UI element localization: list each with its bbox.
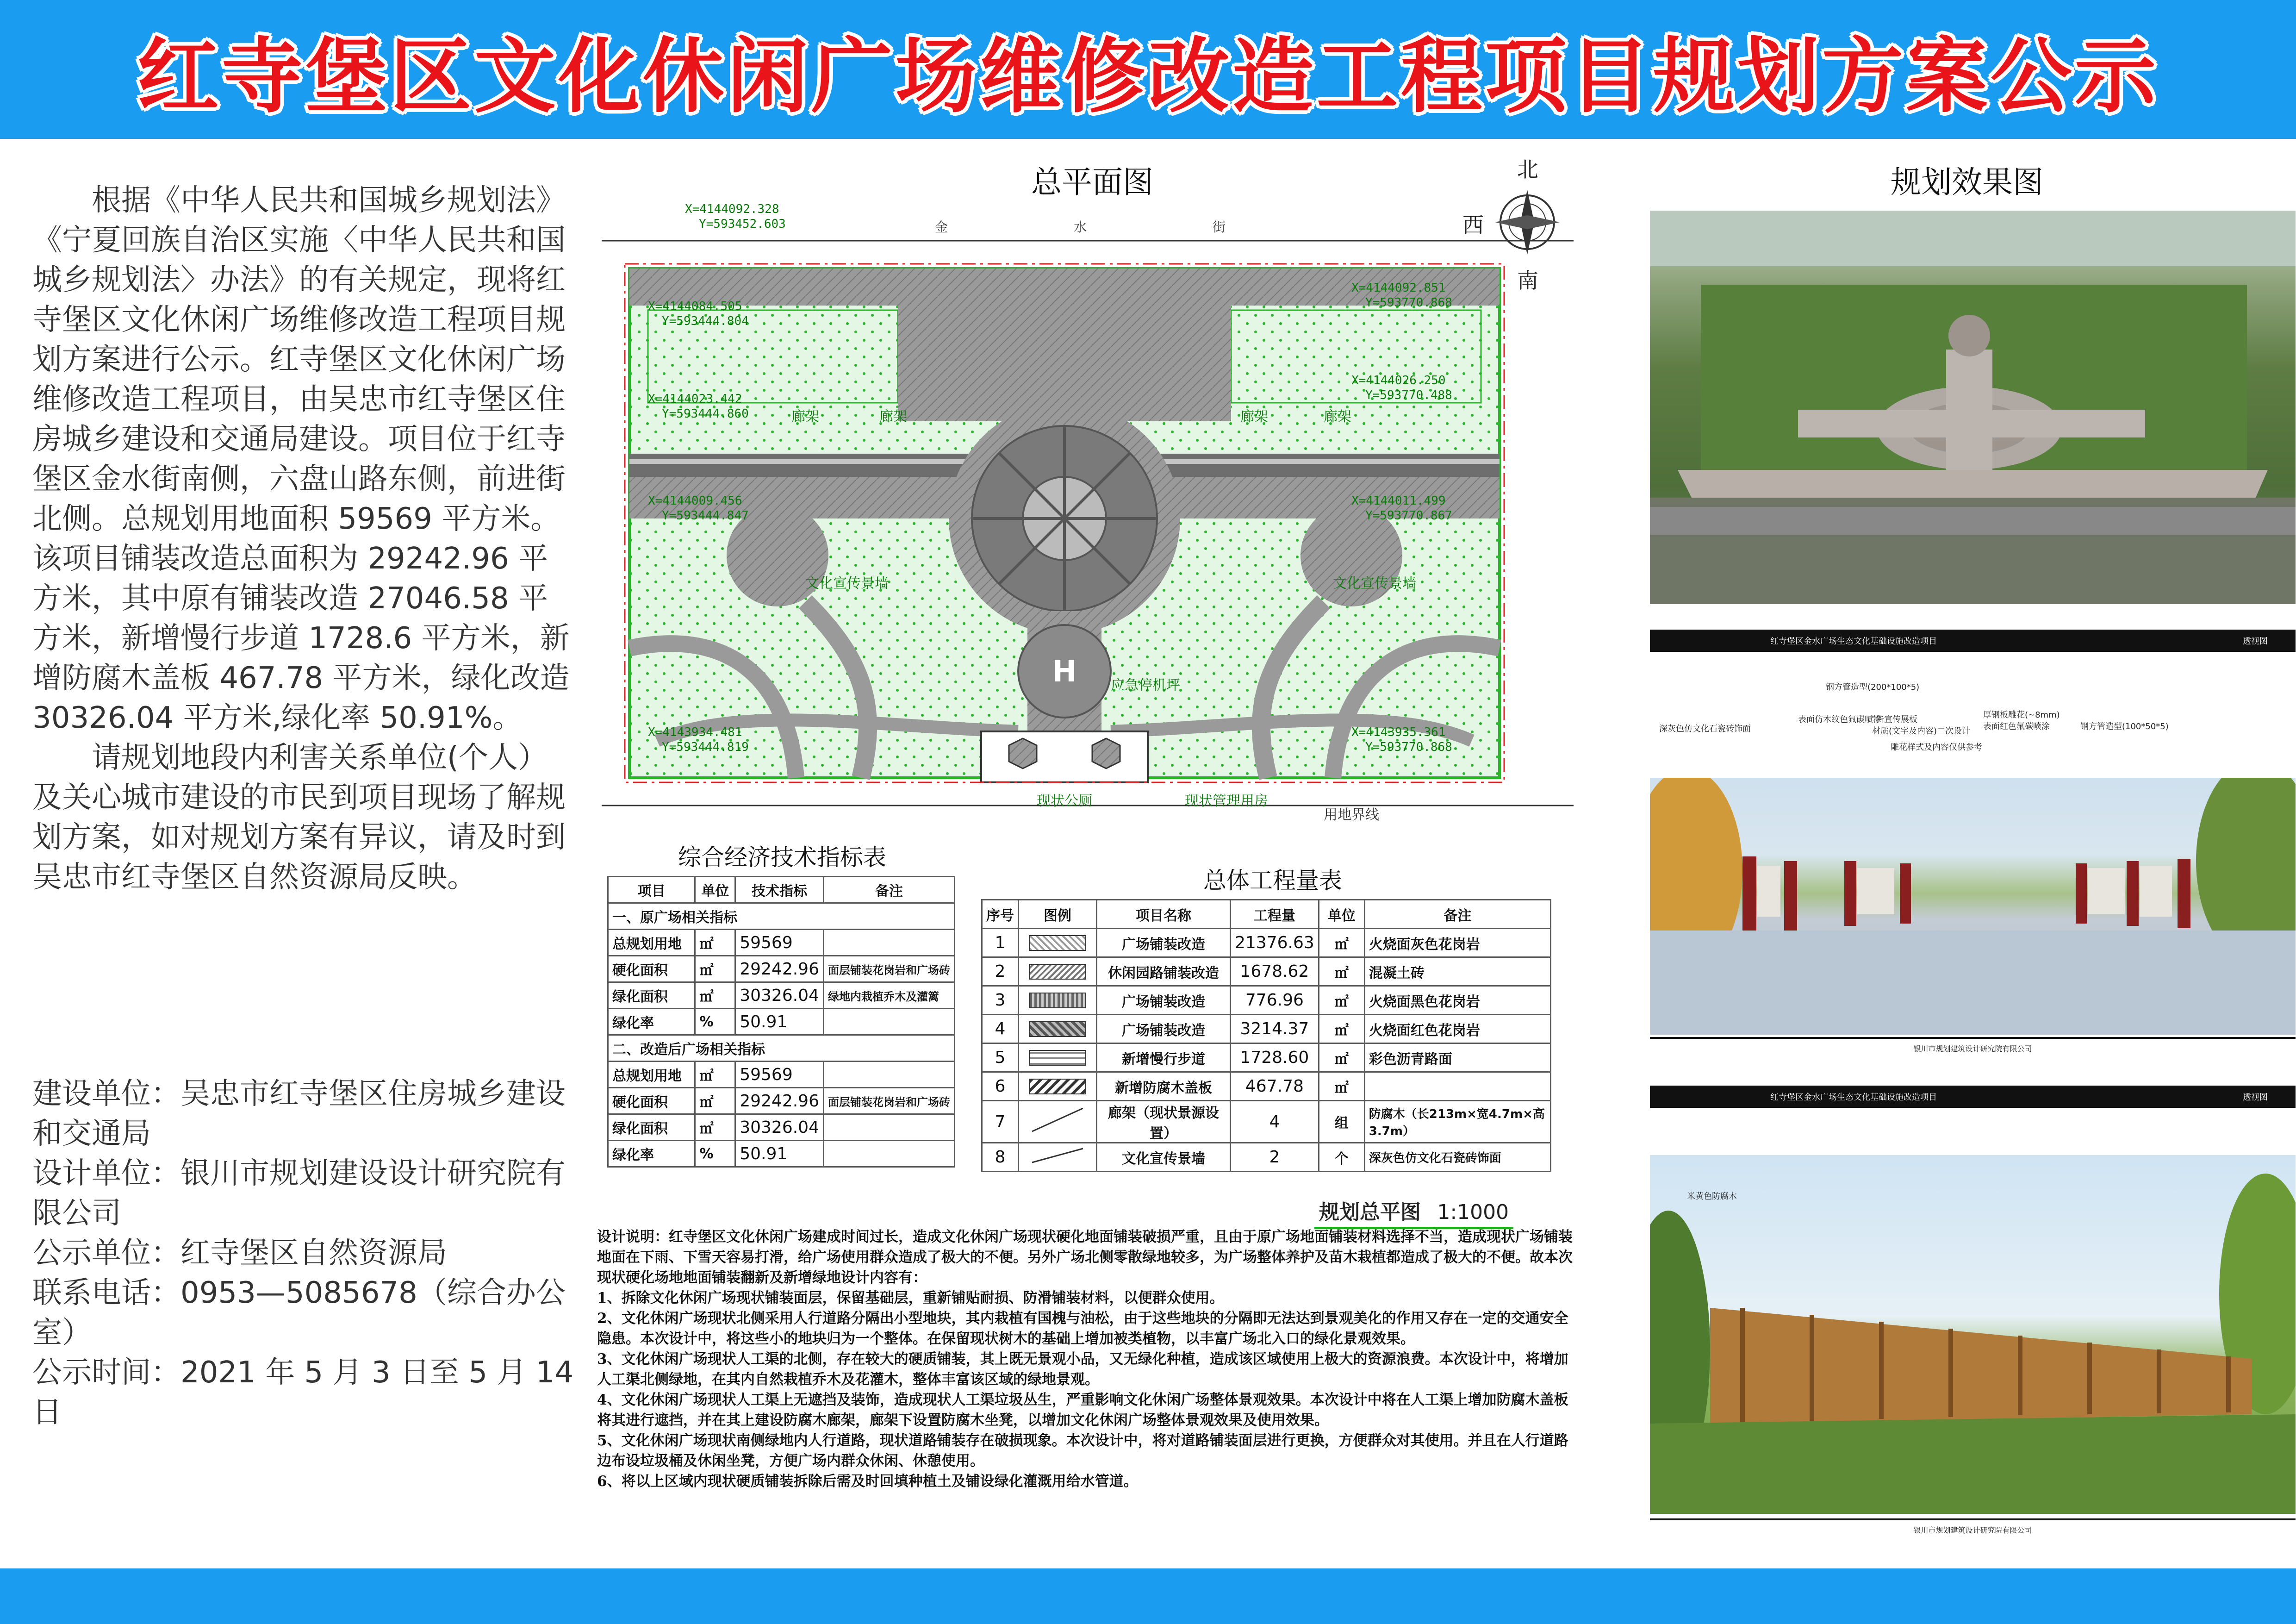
table-cell [824,930,955,956]
table-cell: ㎡ [1319,986,1364,1015]
table-cell: % [695,1141,735,1167]
design-notes [597,1227,1578,1492]
callout: 表面红色氟碳喷涂 [1983,722,2050,731]
table-cell [824,1141,955,1167]
table-row [982,957,1551,986]
table-header-row [608,877,955,903]
note-paragraph: 设计说明：红寺堡区文化休闲广场建成时间过长，造成文化休闲广场现状硬化地面铺装破损严重，且由于原广场地面铺装材料选择不当，造成现状广场铺装地面在下雨、下雪天容易打滑，给广场使用群众造成了极大的不便。另外广场北侧零散绿地较多，为广场整体养护及苗木栽植都造成了极大的不便。故本次现状硬化场地地面铺装翻新及新增绿地设计内容有： [597,1229,1573,1286]
coord-y: Y=593444.860 [662,407,749,421]
contact-info [32,1074,574,1432]
table-cell: 776.96 [1231,986,1319,1015]
phone-line: 联系电话：0953—5085678（综合办公室） [32,1276,566,1350]
page-title: 红寺堡区文化休闲广场维修改造工程项目规划方案公示 [137,29,2159,124]
table-cell: ㎡ [695,930,735,956]
legend-line-icon [1027,1146,1088,1165]
south-building [981,731,1148,782]
table-cell: ㎡ [695,982,735,1009]
table-cell: 总规划用地 [608,930,695,956]
legend-swatch [1029,1050,1086,1066]
table-row [982,986,1551,1015]
table-header: 工程量 [1231,900,1319,929]
table-cell: 硬化面积 [608,956,695,982]
render-header-text: 红寺堡区金水广场生态文化基础设施改造项目 [1770,637,1937,646]
table-cell: ㎡ [695,1114,735,1141]
render-footer-text: 银川市规划建筑设计研究院有限公司 [1913,1044,2032,1053]
callout: 表面仿木纹色氟碳喷涂 [1798,715,1881,725]
table-header: 单位 [695,877,735,903]
render-header-text: 红寺堡区金水广场生态文化基础设施改造项目 [1770,1093,1937,1102]
table-cell: 面层铺装花岗岩和广场砖 [824,1088,955,1114]
table-cell: 火烧面黑色花岗岩 [1364,986,1550,1015]
table-cell: % [695,1009,735,1035]
table-cell: ㎡ [695,956,735,982]
note-paragraph: 6、将以上区域内现状硬质铺装拆除后需及时回填种植土及铺设绿化灌溉用给水管道。 [597,1473,1138,1490]
table-row [982,1043,1551,1072]
table-cell [824,1062,955,1088]
table-cell: 彩色沥青路面 [1364,1043,1550,1072]
table-cell: 绿化率 [608,1141,695,1167]
legend-swatch [1029,935,1086,951]
publisher-line: 公示单位：红寺堡区自然资源局 [32,1236,447,1270]
table-cell: 防腐木（长213m×宽4.7m×高3.7m） [1364,1101,1550,1143]
table-cell: 组 [1319,1101,1364,1143]
mgmt-icon [1092,738,1120,768]
helipad-mark: H [1052,655,1077,689]
plan-scale [1314,1195,1513,1229]
table-cell: 5 [982,1043,1019,1072]
coord-x: X=4144011.499 [1351,494,1446,508]
callout: 钢方管造型(100*50*5) [2080,722,2169,731]
table-cell: 50.91 [735,1141,824,1167]
compass-south: 南 [1517,268,1538,293]
scale-value: 1:1000 [1437,1200,1509,1224]
callout: 广告宣传展板 [1867,715,1917,725]
table-cell: 休闲园路铺装改造 [1097,957,1231,986]
table-cell: 广场铺装改造 [1097,929,1231,957]
table-cell: 绿化率 [608,1009,695,1035]
note-paragraph: 3、文化休闲广场现状人工渠的北侧，存在较大的硬质铺装，其上既无景观小品，又无绿化种植，造成该区域使用上极大的资源浪费。本次设计中，将增加人工渠北侧绿地，在其内自然栽植乔木及花灌木，整体丰富该区域的绿地景观。 [597,1351,1568,1388]
table-cell: 火烧面灰色花岗岩 [1364,929,1550,957]
table-cell: ㎡ [1319,1043,1364,1072]
coord-y: Y=593444.804 [662,314,749,328]
table-row [982,1143,1551,1172]
table-header: 项目 [608,877,695,903]
render-tag: 透视图 [2243,637,2268,646]
table-cell: 1678.62 [1231,957,1319,986]
table-cell: 29242.96 [735,1088,824,1114]
table-cell: ㎡ [1319,957,1364,986]
table-cell: 30326.04 [735,982,824,1009]
table-header: 技术指标 [735,877,824,903]
table-row [982,1015,1551,1043]
table-cell: 50.91 [735,1009,824,1035]
table-row [982,1101,1551,1143]
table-cell: ㎡ [1319,929,1364,957]
table-cell [824,1009,955,1035]
table-cell: 文化宣传景墙 [1097,1143,1231,1172]
table-cell: 59569 [735,1062,824,1088]
table-cell: 30326.04 [735,1114,824,1141]
perspective-render-2 [1650,1086,2296,1542]
coord-x: X=4144026.250 [1351,374,1446,387]
intro-paragraph-1: 根据《中华人民共和国城乡规划法》《宁夏回族自治区实施〈中华人民共和国城乡规划法〉办法》的有关规定，现将红寺堡区文化休闲广场维修改造工程项目规划方案进行公示。红寺堡区文化休闲广场维修改造工程项目，由吴忠市红寺堡区住房城乡建设和交通局建设。项目位于红寺堡区金水街南侧，六盘山路东侧，前进街北侧。总规划用地面积 59569 平方米。该项目铺装改造总面积为 29242.96 平方米，其中原有铺装改造 27046.58 平方米，新增慢行步道 1728.6 平方米，新增防腐木盖板 467.78 平方米，绿化改造 30326.04 平方米,绿化率 50.91%。 [32,183,570,735]
table-cell: 4 [982,1015,1019,1043]
helipad-label: 应急停机坪 [1111,677,1180,693]
table-row [982,929,1551,957]
coord-y: Y=593452.603 [699,217,786,231]
coord-x: X=4143935.361 [1351,725,1446,739]
coord-x: X=4144084.505 [648,300,742,313]
table-header: 单位 [1319,900,1364,929]
table-row [982,1072,1551,1101]
table-row [608,930,955,956]
table-section: 二、改造后广场相关指标 [608,1035,955,1062]
corridor-label: 廊架 [879,409,907,425]
corridor-label: 廊架 [1240,409,1268,425]
legend-swatch [1029,993,1086,1008]
table-header: 图例 [1019,900,1097,929]
table-cell: ㎡ [695,1062,735,1088]
table-row [608,1009,955,1035]
table-cell: 绿地内栽植乔木及灌篱 [824,982,955,1009]
table-cell: 3 [982,986,1019,1015]
corridor-label: 廊架 [1324,409,1351,425]
table-cell [824,1114,955,1141]
table-row [608,982,955,1009]
table-row [608,1114,955,1141]
table-cell: 广场铺装改造 [1097,1015,1231,1043]
corridor-label: 廊架 [791,409,819,425]
toilet-icon [1009,738,1037,768]
coord-y: Y=593770.867 [1365,509,1452,523]
coord-y: Y=593444.819 [662,740,749,754]
table-section: 一、原广场相关指标 [608,903,955,930]
table-cell: 8 [982,1143,1019,1172]
coord-x: X=4144009.456 [648,494,742,508]
table-row [608,1088,955,1114]
note-paragraph: 2、文化休闲广场现状北侧采用人行道路分隔出小型地块，其内栽植有国槐与油松，由于这些地块的分隔即无法达到景观美化的作用又存在一定的交通安全隐患。本次设计中，将这些小的地块归为一个整体。在保留现状树木的基础上增加被类植物，以丰富广场北入口的绿化景观效果。 [597,1310,1568,1347]
callout: 厚钢板雕花(~8mm) [1983,710,2060,720]
table-cell: 硬化面积 [608,1088,695,1114]
econ-table-title: 综合经济技术指标表 [678,844,886,871]
builder-line: 建设单位：吴忠市红寺堡区住房城乡建设和交通局 [32,1077,566,1151]
boundary-label: 用地界线 [1324,807,1379,823]
table-cell: 混凝土砖 [1364,957,1550,986]
renders-title: 规划效果图 [1891,164,2043,200]
perspective-scene-2 [1650,1155,2296,1514]
scale-title: 规划总平图 [1319,1200,1421,1224]
aerial-render-image [1650,211,2296,604]
callout: 材质(文字及内容)二次设计 [1872,726,1971,736]
callout: 雕花样式及内容仅供参考 [1891,743,1982,752]
table-cell: 1728.60 [1231,1043,1319,1072]
table-cell: 6 [982,1072,1019,1101]
table-cell: 绿化面积 [608,1114,695,1141]
north-center-paving [898,269,1231,421]
table-cell: 21376.63 [1231,929,1319,957]
culture-wall-label: 文化宣传景墙 [805,575,889,592]
table-cell: 7 [982,1101,1019,1143]
compass-west: 西 [1462,212,1484,237]
table-cell: 深灰色仿文化石瓷砖饰面 [1364,1143,1550,1172]
coord-x: X=4143934.481 [648,725,742,739]
table-cell: 59569 [735,930,824,956]
table-header: 序号 [982,900,1019,929]
coord-y: Y=593770.868 [1365,740,1452,754]
intro-text [32,181,574,897]
table-cell: 总规划用地 [608,1062,695,1088]
render-header-strip [1650,630,2296,652]
table-header: 备注 [824,877,955,903]
callout: 深灰色仿文化石瓷砖饰面 [1659,724,1751,734]
road-char-1: 金 [935,219,948,235]
table-cell: 2 [982,957,1019,986]
render-header-strip [1650,1086,2296,1108]
perspective-render-1 [1650,630,2296,1060]
legend-swatch [1029,1021,1086,1037]
designer-line: 设计单位：银川市规划建设设计研究院有限公司 [32,1156,566,1230]
table-header: 备注 [1364,900,1550,929]
legend-swatch [1029,1079,1086,1094]
culture-wall-label: 文化宣传景墙 [1333,575,1416,592]
note-paragraph: 4、文化休闲广场现状人工渠上无遮挡及装饰，造成现状人工渠垃圾丛生，严重影响文化休闲广场整体景观效果。本次设计中将在人工渠上增加防腐木盖板将其进行遮挡，并在其上建设防腐木廊架，廊架下设置防腐木坐凳，以增加文化休闲广场整体景观效果及使用效果。 [597,1392,1568,1429]
table-cell: 新增慢行步道 [1097,1043,1231,1072]
road-char-3: 街 [1213,219,1226,235]
table-cell: 4 [1231,1101,1319,1143]
note-paragraph: 5、文化休闲广场现状南侧绿地内人行道路，现状道路铺装存在破损现象。本次设计中，将对道路铺装面层进行更换，方便群众对其使用。并且在人行道路边布设垃圾桶及休闲坐凳，方便广场内群众休闲、休憩使用。 [597,1432,1568,1469]
master-plan-drawing [602,194,1574,843]
legend-swatch [1029,964,1086,980]
table-row [608,1141,955,1167]
table-cell: 火烧面红色花岗岩 [1364,1015,1550,1043]
table-cell: 绿化面积 [608,982,695,1009]
table-cell: 广场铺装改造 [1097,986,1231,1015]
callout: 钢方管造型(200*100*5) [1826,682,1920,692]
period-line: 公示时间：2021 年 5 月 3 日至 5 月 14 日 [32,1355,574,1430]
render-tag: 透视图 [2243,1093,2268,1102]
compass-north: 北 [1517,157,1538,182]
table-cell: ㎡ [1319,1015,1364,1043]
table-row [608,1062,955,1088]
econ-indicator-table [607,876,955,1168]
perspective-scene-1 [1650,778,2296,1035]
table-cell: ㎡ [1319,1072,1364,1101]
table-row [608,956,955,982]
coord-y: Y=593770.488 [1365,388,1452,402]
table-cell: 廊架（现状景源设置） [1097,1101,1231,1143]
table-cell: 1 [982,929,1019,957]
table-cell: 2 [1231,1143,1319,1172]
table-cell: 个 [1319,1143,1364,1172]
intro-paragraph-2: 请规划地段内利害关系单位(个人）及关心城市建设的市民到项目现场了解规划方案，如对规划方案有异议，请及时到吴忠市红寺堡区自然资源局反映。 [32,741,566,894]
coord-y: Y=593770.868 [1365,296,1452,310]
qty-table-title: 总体工程量表 [1203,867,1342,894]
plan-title: 总平面图 [1031,164,1153,200]
render-footer [1650,1518,2296,1539]
coord-y: Y=593444.847 [662,509,749,523]
table-cell [1364,1072,1550,1101]
table-header-row [982,900,1551,929]
toilet-label: 现状公厕 [1037,793,1092,809]
quantity-table [981,899,1551,1172]
legend-line-icon [1027,1106,1088,1134]
render-footer [1650,1037,2296,1057]
table-cell: 新增防腐木盖板 [1097,1072,1231,1101]
render-callout: 米黄色防腐木 [1687,1192,1737,1201]
table-header: 项目名称 [1097,900,1231,929]
coord-x: X=4144092.851 [1351,281,1446,295]
render-footer-text: 银川市规划建筑设计研究院有限公司 [1913,1525,2032,1535]
road-char-2: 水 [1074,219,1087,235]
note-paragraph: 1、拆除文化休闲广场现状铺装面层，保留基础层，重新铺贴耐损、防滑铺装材料，以便群众使用。 [597,1290,1224,1306]
table-cell: 29242.96 [735,956,824,982]
table-cell: 467.78 [1231,1072,1319,1101]
table-cell: ㎡ [695,1088,735,1114]
coord-x: X=4144092.328 [685,202,779,216]
coord-x: X=4144023.442 [648,392,742,406]
mgmt-label: 现状管理用房 [1185,793,1268,809]
footer-bar [0,1568,2296,1624]
compass-rose [1462,153,1574,292]
table-cell: 面层铺装花岗岩和广场砖 [824,956,955,982]
table-cell: 3214.37 [1231,1015,1319,1043]
